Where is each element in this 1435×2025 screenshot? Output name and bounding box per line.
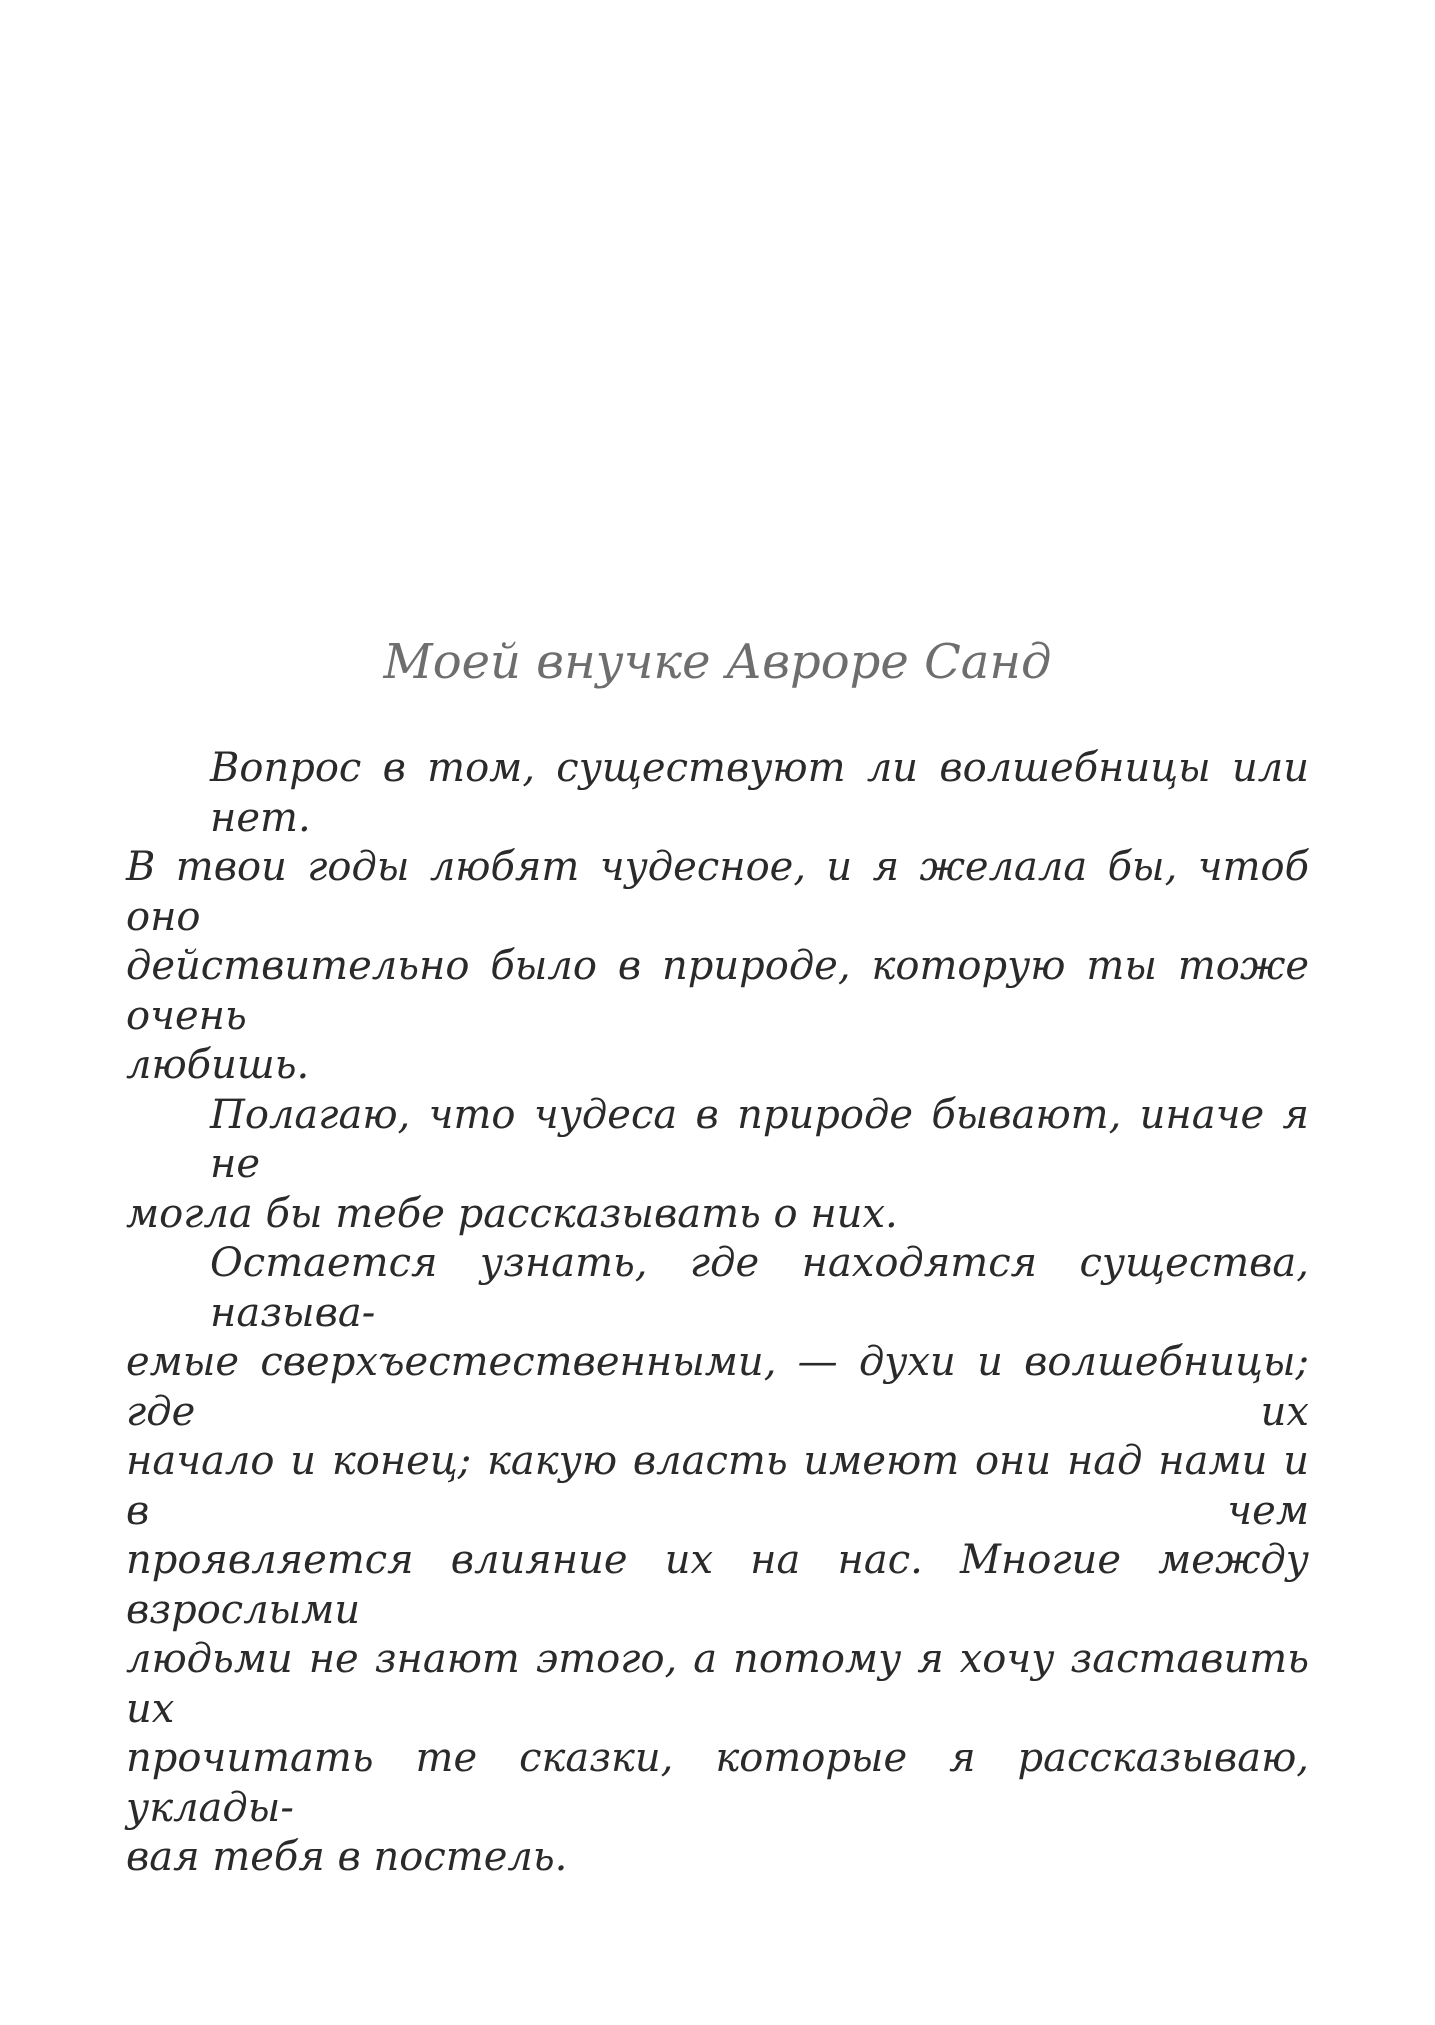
preface-text	[126, 744, 1309, 1883]
text-line: прочитать те сказки, которые я рассказываю, уклады-	[126, 1735, 1309, 1831]
text-line: начало и конец; какую власть имеют они над нами и в чем	[126, 1438, 1309, 1534]
dedication: Моей внучке Авроре Санд	[383, 634, 1052, 690]
text-line: людьми не знают этого, а потому я хочу заставить их	[126, 1636, 1309, 1732]
text-line: Вопрос в том, существуют ли волшебницы или нет.	[210, 745, 1309, 841]
text-line: любишь.	[126, 1042, 310, 1088]
text-line: проявляется влияние их на нас. Многие между взрослыми	[126, 1537, 1309, 1633]
text-line: могла бы тебе рассказывать о них.	[126, 1190, 898, 1237]
text-line: емые сверхъестественными, — духи и волшебницы; где их	[126, 1339, 1309, 1435]
text-line: Полагаю, что чудеса в природе бывают, иначе я не	[210, 1091, 1309, 1187]
text-line: Остается узнать, где находятся существа, называ-	[210, 1240, 1309, 1336]
text-line: В твои годы любят чудесное, и я желала бы, чтоб оно	[126, 844, 1309, 940]
text-line: действительно было в природе, которую ты тоже очень	[126, 943, 1309, 1039]
text-line: вая тебя в постель.	[126, 1834, 568, 1880]
